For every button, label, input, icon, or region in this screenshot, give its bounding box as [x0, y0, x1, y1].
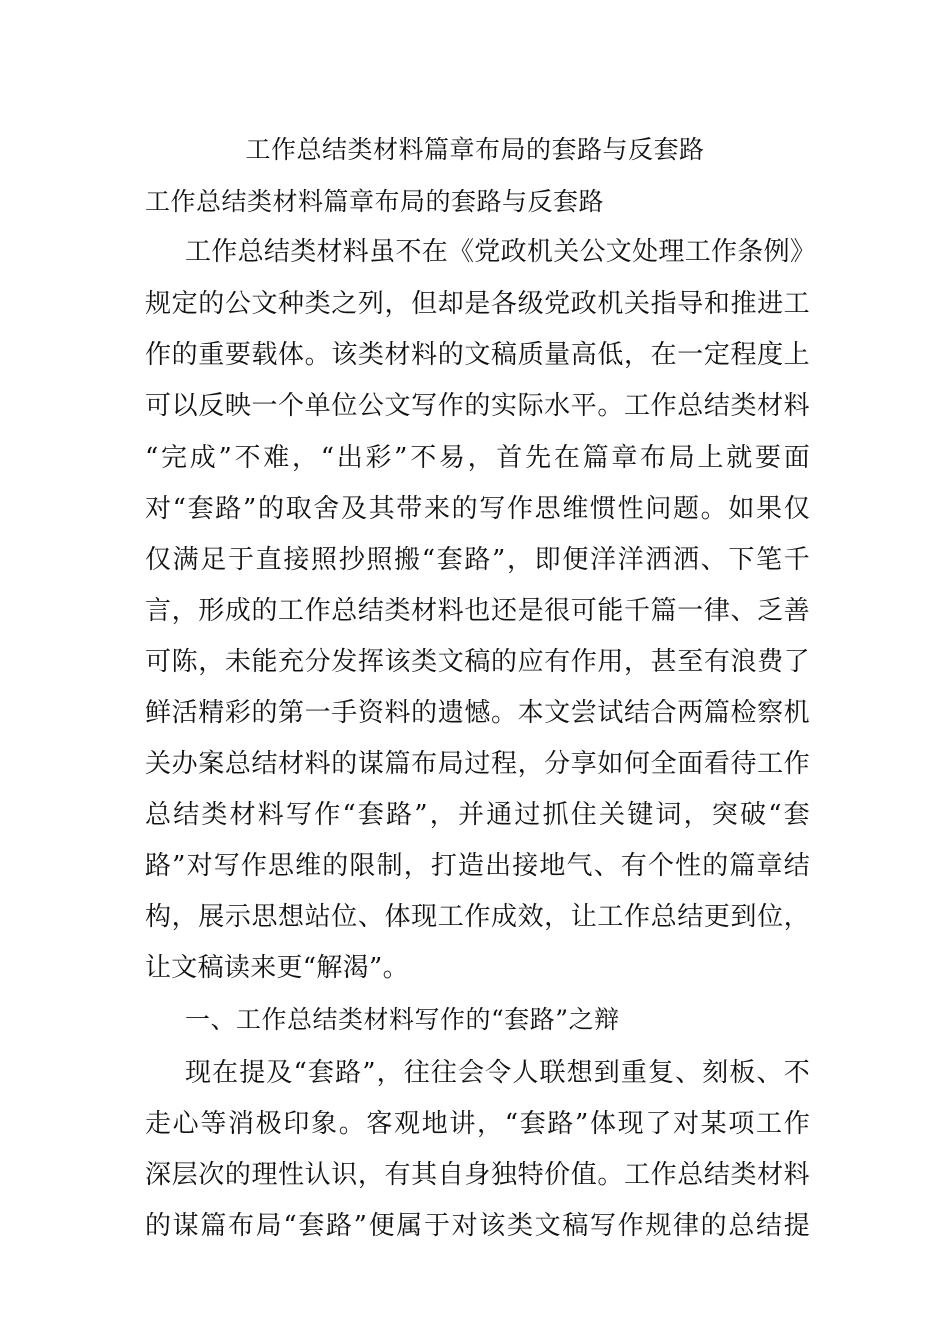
paragraph-line: 构，展示思想站位、体现工作成效，让工作总结更到位，: [145, 902, 810, 932]
paragraph-line: 可以反映一个单位公文写作的实际水平。工作总结类材料: [145, 391, 810, 421]
paragraph-line: 的谋篇布局“套路”便属于对该类文稿写作规律的总结提: [145, 1211, 810, 1241]
section-heading: 一、工作总结类材料写作的“套路”之辩: [185, 1005, 620, 1034]
paragraph-line: 走心等消极印象。客观地讲，“套路”体现了对某项工作: [145, 1109, 810, 1139]
document-title: 工作总结类材料篇章布局的套路与反套路: [245, 135, 705, 164]
paragraph-line: 现在提及“套路”，往往会令人联想到重复、刻板、不: [185, 1058, 810, 1088]
paragraph-line: 可陈，未能充分发挥该类文稿的应有作用，甚至有浪费了: [145, 647, 810, 677]
paragraph-line: 仅满足于直接照抄照搬“套路”，即便洋洋洒洒、下笔千: [145, 545, 810, 575]
paragraph-line: 对“套路”的取舍及其带来的写作思维惯性问题。如果仅: [145, 494, 810, 524]
paragraph-line: 规定的公文种类之列，但却是各级党政机关指导和推进工: [145, 289, 810, 319]
paragraph-line: 深层次的理性认识，有其自身独特价值。工作总结类材料: [145, 1160, 810, 1190]
paragraph-line: 言，形成的工作总结类材料也还是很可能千篇一律、乏善: [145, 596, 810, 626]
paragraph-line: 让文稿读来更“解渴”。: [145, 953, 409, 983]
paragraph-line: 路”对写作思维的限制，打造出接地气、有个性的篇章结: [145, 851, 810, 881]
paragraph-line: “完成”不难，“出彩”不易，首先在篇章布局上就要面: [145, 443, 810, 473]
paragraph-line: 关办案总结材料的谋篇布局过程，分享如何全面看待工作: [145, 749, 810, 779]
paragraph-line: 总结类材料写作“套路”，并通过抓住关键词，突破“套: [145, 800, 810, 830]
paragraph-line: 鲜活精彩的第一手资料的遗憾。本文尝试结合两篇检察机: [145, 698, 810, 728]
paragraph-line: 工作总结类材料虽不在《党政机关公文处理工作条例》: [185, 237, 817, 267]
paragraph-line: 作的重要载体。该类材料的文稿质量高低，在一定程度上: [145, 340, 810, 370]
document-subtitle: 工作总结类材料篇章布局的套路与反套路: [145, 187, 605, 216]
